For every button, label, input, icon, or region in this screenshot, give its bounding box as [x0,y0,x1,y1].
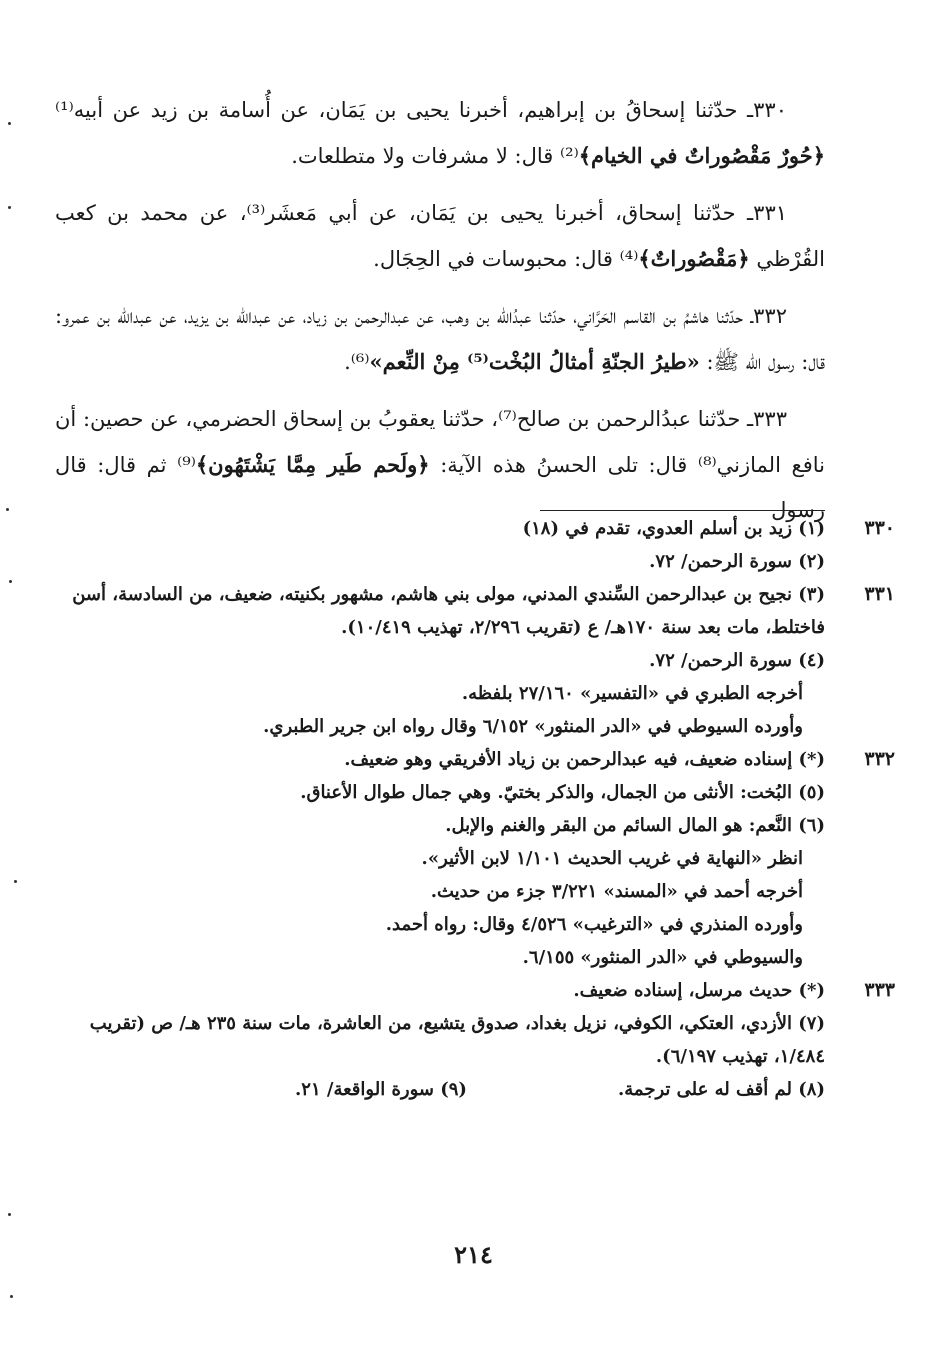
footnote-8: (٨) لم أقف له على ترجمة. [618,1079,825,1100]
prophet-quote-332: «طيرُ الجنّةِ أمثالُ البُخْت⁽⁵⁾ مِنْ النِّعم» [369,349,700,374]
footnote-group-body [55,512,825,578]
footnote-line: (٧) الأزدي، العتكي، الكوفي، نزيل بغداد، صدوق يتشيع، من العاشرة، مات سنة ٢٣٥ هـ/ ص (تقريب ١/٤٨٤، تهذيب ٦/١٩٧). [89,1013,825,1067]
scan-speck [8,122,11,125]
hadith-330-body: ٣٣٠ـ حدّثنا إسحاقُ بن إبراهيم، أخبرنا يحيى بن يَمَان، عن أُسامة بن زيد عن أبيه⁽¹⁾ [55,98,787,122]
footnote-group-body [55,578,825,743]
scan-speck [14,880,17,883]
footnote-source-line: أخرجه الطبري في «التفسير» ٢٧/١٦٠ بلفظه. [461,683,803,704]
footnote-line: (٤) سورة الرحمن/ ٧٢. [649,650,825,671]
quran-verse-333: ﴿ولَحم طَير مِمَّا يَشْتَهُون﴾ [195,452,430,477]
footnote-line: (٣) نجيح بن عبدالرحمن السِّندي المدني، مولى بني هاشم، مشهور بكنيته، ضعيف، من السادسة، أسن فاختلط، مات بعد سنة ١٧٠هـ/ ع (تقريب ٢/٢٩٦، تهذيب ١٠/٤١٩). [72,584,825,638]
hadith-331-tail: ⁽⁴⁾ قال: محبوسات في الحِجَال. [373,247,639,271]
scan-speck [6,508,9,511]
hadith-332-body: ٣٣٢ـ حدّثنا هاشمُ بن القاسم الحَرَّاني، حدّثنا عبدُالله بن وهب، عن عبدالرحمن بن زياد، عن عبدالله بن يزيد، عن عبدالله بن عمرو: قال: رسول الله ﷺ: [55,304,825,374]
quran-verse-331: ﴿مَقْصُوراتٌ﴾ [638,246,750,271]
footnote-line: (٥) البُخت: الأنثى من الجمال، والذكر بختيّ. وهي جمال طوال الأعناق. [300,782,825,803]
footnote-group-333 [55,974,895,1106]
hadith-333-tail: ⁽⁹⁾ ثم قال: قال رسول [55,453,825,522]
footnote-line: (٦) النَّعم: هو المال السائم من البقر والغنم والإبل. [445,815,825,836]
main-text [55,88,825,545]
footnote-source-line: وأورده المنذري في «الترغيب» ٤/٥٢٦ وقال: رواه أحمد. [385,914,803,935]
footnote-group-number: ٣٣٠ [864,517,895,539]
footnote-line: (*) إسناده ضعيف، فيه عبدالرحمن بن زياد الأفريقي وهو ضعيف. [344,749,825,770]
footnote-line: (*) حديث مرسل، إسناده ضعيف. [573,980,825,1001]
footnote-9: (٩) سورة الواقعة/ ٢١. [295,1079,467,1100]
hadith-331 [55,191,825,282]
footnote-source-line: وأورده السيوطي في «الدر المنثور» ٦/١٥٢ وقال رواه ابن جرير الطبري. [263,716,803,737]
footnote-last-line [295,1073,825,1106]
footnote-group-number: ٣٣٣ [864,979,895,1001]
hadith-332-tail: ⁽⁶⁾. [344,350,370,374]
footnote-divider [540,510,825,511]
footnote-source-line: والسيوطي في «الدر المنثور» ٦/١٥٥. [522,947,803,968]
hadith-332 [55,294,825,385]
hadith-333-body: ٣٣٣ـ حدّثنا عبدُالرحمن بن صالح⁽⁷⁾، حدّثنا يعقوبُ بن إسحاق الحضرمي، عن حصين: أن نافع المازني⁽⁸⁾ قال: تلى الحسنُ هذه الآية: [55,407,825,477]
scan-speck [8,206,11,209]
page-number: ٢١٤ [454,1240,493,1269]
footnote-group-body [55,743,825,974]
hadith-331-body: ٣٣١ـ حدّثنا إسحاق، أخبرنا يحيى بن يَمَان، عن أبي مَعشَر⁽³⁾، عن محمد بن كعب القُرْظي [55,201,825,271]
scan-speck [9,580,12,583]
footnotes [55,512,895,1106]
footnote-line: (٢) سورة الرحمن/ ٧٢. [649,551,825,572]
footnote-group-330 [55,512,895,578]
footnote-group-332 [55,743,895,974]
footnote-source-line: أخرجه أحمد في «المسند» ٣/٢٢١ جزء من حديث. [430,881,803,902]
scan-speck [8,1213,11,1216]
quran-verse-330: ﴿حُورٌ مَقْصُوراتٌ في الخيام﴾ [578,143,825,168]
scan-speck [10,1295,13,1298]
footnote-line: (١) زيد بن أسلم العدوي، تقدم في (١٨) [522,518,825,539]
footnote-group-number: ٣٣٢ [864,748,895,770]
hadith-330 [55,88,825,179]
footnote-group-number: ٣٣١ [864,583,895,605]
hadith-330-tail: ⁽²⁾ قال: لا مشرفات ولا متطلعات. [291,144,579,168]
footnote-group-body [55,974,825,1106]
footnote-source-line: انظر «النهاية في غريب الحديث ١/١٠١ لابن الأثير». [421,848,803,869]
footnote-group-331 [55,578,895,743]
